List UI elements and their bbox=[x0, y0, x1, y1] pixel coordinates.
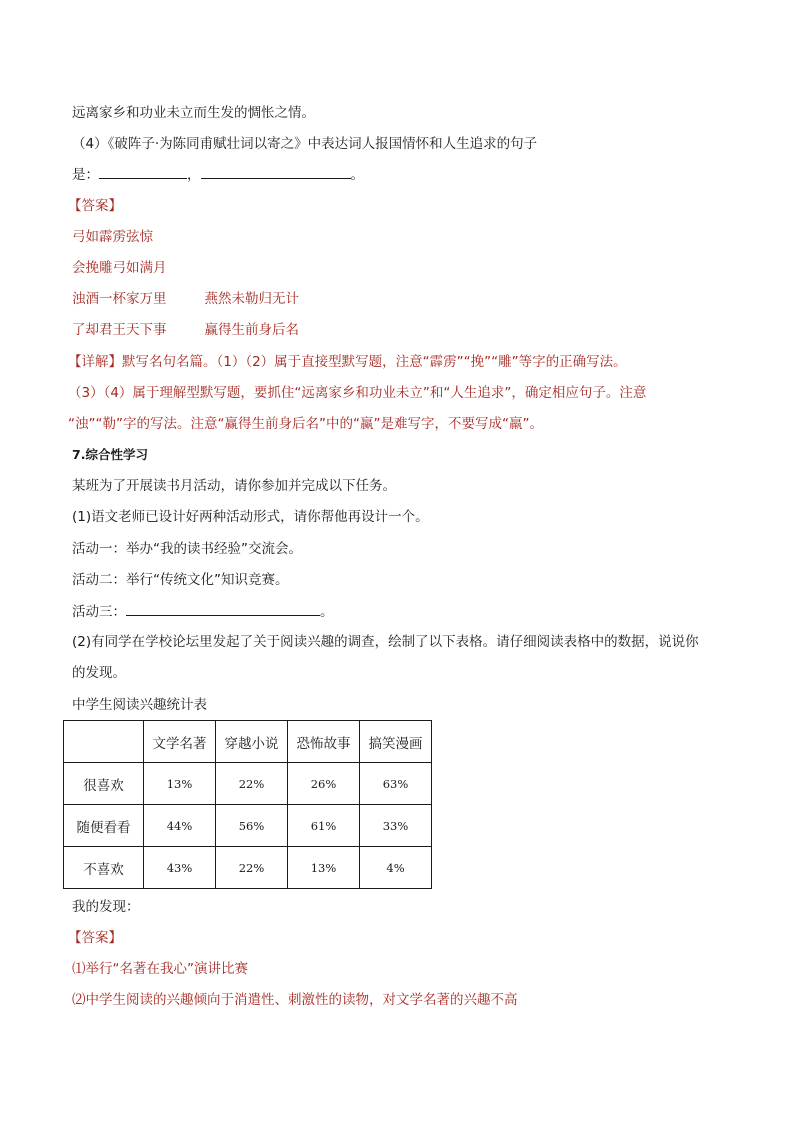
q4-blank-2[interactable] bbox=[201, 164, 351, 179]
q7-intro: 某班为了开展读书月活动，请你参加并完成以下任务。 bbox=[72, 478, 396, 494]
detail-line-2: （3）（4）属于理解型默写题，要抓住“远离家乡和功业未立”和“人生追求”，确定相应句子。注意 bbox=[68, 385, 647, 401]
table-cell: 13% bbox=[144, 763, 216, 805]
header-horror-stories: 恐怖故事 bbox=[288, 721, 360, 763]
answer-line-4b: 赢得生前身后名 bbox=[204, 322, 299, 338]
header-time-travel-novels: 穿越小说 bbox=[216, 721, 288, 763]
table-corner-cell bbox=[64, 721, 144, 763]
q4-prefix: 是： bbox=[72, 167, 99, 183]
table-cell: 33% bbox=[360, 805, 432, 847]
q7-part1: (1)语文老师已设计好两种活动形式，请你帮他再设计一个。 bbox=[72, 509, 429, 525]
table-title: 中学生阅读兴趣统计表 bbox=[72, 697, 207, 713]
reading-interest-table bbox=[63, 720, 432, 889]
text-top: 远离家乡和功业未立而生发的惆怅之情。 bbox=[72, 105, 315, 121]
activity-3-blank[interactable] bbox=[126, 601, 320, 616]
q4-comma: ， bbox=[187, 167, 201, 183]
q7-part2-line1: (2)有同学在学校论坛里发起了关于阅读兴趣的调查，绘制了以下表格。请仔细阅读表格中的数据，说说你 bbox=[72, 634, 699, 650]
activity-1: 活动一：举办“我的读书经验”交流会。 bbox=[72, 541, 302, 557]
detail-line-1 bbox=[68, 352, 627, 372]
q4-line2 bbox=[72, 164, 364, 185]
table-cell: 44% bbox=[144, 805, 216, 847]
answer-line-3a: 浊酒一杯家万里 bbox=[72, 291, 167, 307]
q7-title: 7.综合性学习 bbox=[72, 447, 148, 462]
table-cell: 56% bbox=[216, 805, 288, 847]
activity-3-end: 。 bbox=[320, 604, 334, 620]
detail-label: 【详解】 bbox=[68, 354, 122, 370]
table-cell: 22% bbox=[216, 763, 288, 805]
table-row bbox=[64, 805, 432, 847]
q4-end: 。 bbox=[350, 167, 364, 183]
answer-line-4a: 了却君王天下事 bbox=[72, 322, 167, 338]
answer-line-3b: 燕然未勒归无计 bbox=[204, 291, 299, 307]
detail-line-3: “浊”“勒”字的写法。注意“赢得生前身后名”中的“赢”是难写字，不要写成“羸”。 bbox=[68, 416, 543, 432]
header-literary-classics: 文学名著 bbox=[144, 721, 216, 763]
activity-3-prefix: 活动三： bbox=[72, 604, 126, 620]
my-finding-label: 我的发现： bbox=[72, 899, 140, 915]
table-cell: 13% bbox=[288, 847, 360, 889]
row-label-casual: 随便看看 bbox=[64, 805, 144, 847]
activity-2: 活动二：举行“传统文化”知识竞赛。 bbox=[72, 572, 289, 588]
q4-line1: （4）《破阵子·为陈同甫赋壮词以寄之》中表达词人报国情怀和人生追求的句子 bbox=[72, 136, 538, 152]
table-cell: 63% bbox=[360, 763, 432, 805]
answer-label-2: 【答案】 bbox=[68, 930, 122, 946]
answer-line-2: 会挽雕弓如满月 bbox=[72, 260, 167, 276]
answer-line-3 bbox=[72, 289, 299, 309]
answer-label: 【答案】 bbox=[68, 198, 122, 214]
table-cell: 43% bbox=[144, 847, 216, 889]
table-cell: 4% bbox=[360, 847, 432, 889]
answer2-line-2: ⑵中学生阅读的兴趣倾向于消遣性、刺激性的读物，对文学名著的兴趣不高 bbox=[72, 992, 518, 1008]
row-label-dislike: 不喜欢 bbox=[64, 847, 144, 889]
table-row bbox=[64, 847, 432, 889]
table-row bbox=[64, 763, 432, 805]
table-header-row bbox=[64, 721, 432, 763]
answer-line-4 bbox=[72, 320, 299, 340]
answer-line-1: 弓如霹雳弦惊 bbox=[72, 229, 153, 245]
table-cell: 26% bbox=[288, 763, 360, 805]
q7-part2-line2: 的发现。 bbox=[72, 665, 126, 681]
q4-blank-1[interactable] bbox=[99, 164, 187, 179]
table-cell: 22% bbox=[216, 847, 288, 889]
table-cell: 61% bbox=[288, 805, 360, 847]
activity-3 bbox=[72, 601, 334, 622]
row-label-like: 很喜欢 bbox=[64, 763, 144, 805]
header-comics: 搞笑漫画 bbox=[360, 721, 432, 763]
answer2-line-1: ⑴举行“名著在我心”演讲比赛 bbox=[72, 961, 248, 977]
detail-text-1: 默写名句名篇。（1）（2）属于直接型默写题，注意“霹雳”“挽”“雕”等字的正确写法。 bbox=[122, 354, 627, 370]
